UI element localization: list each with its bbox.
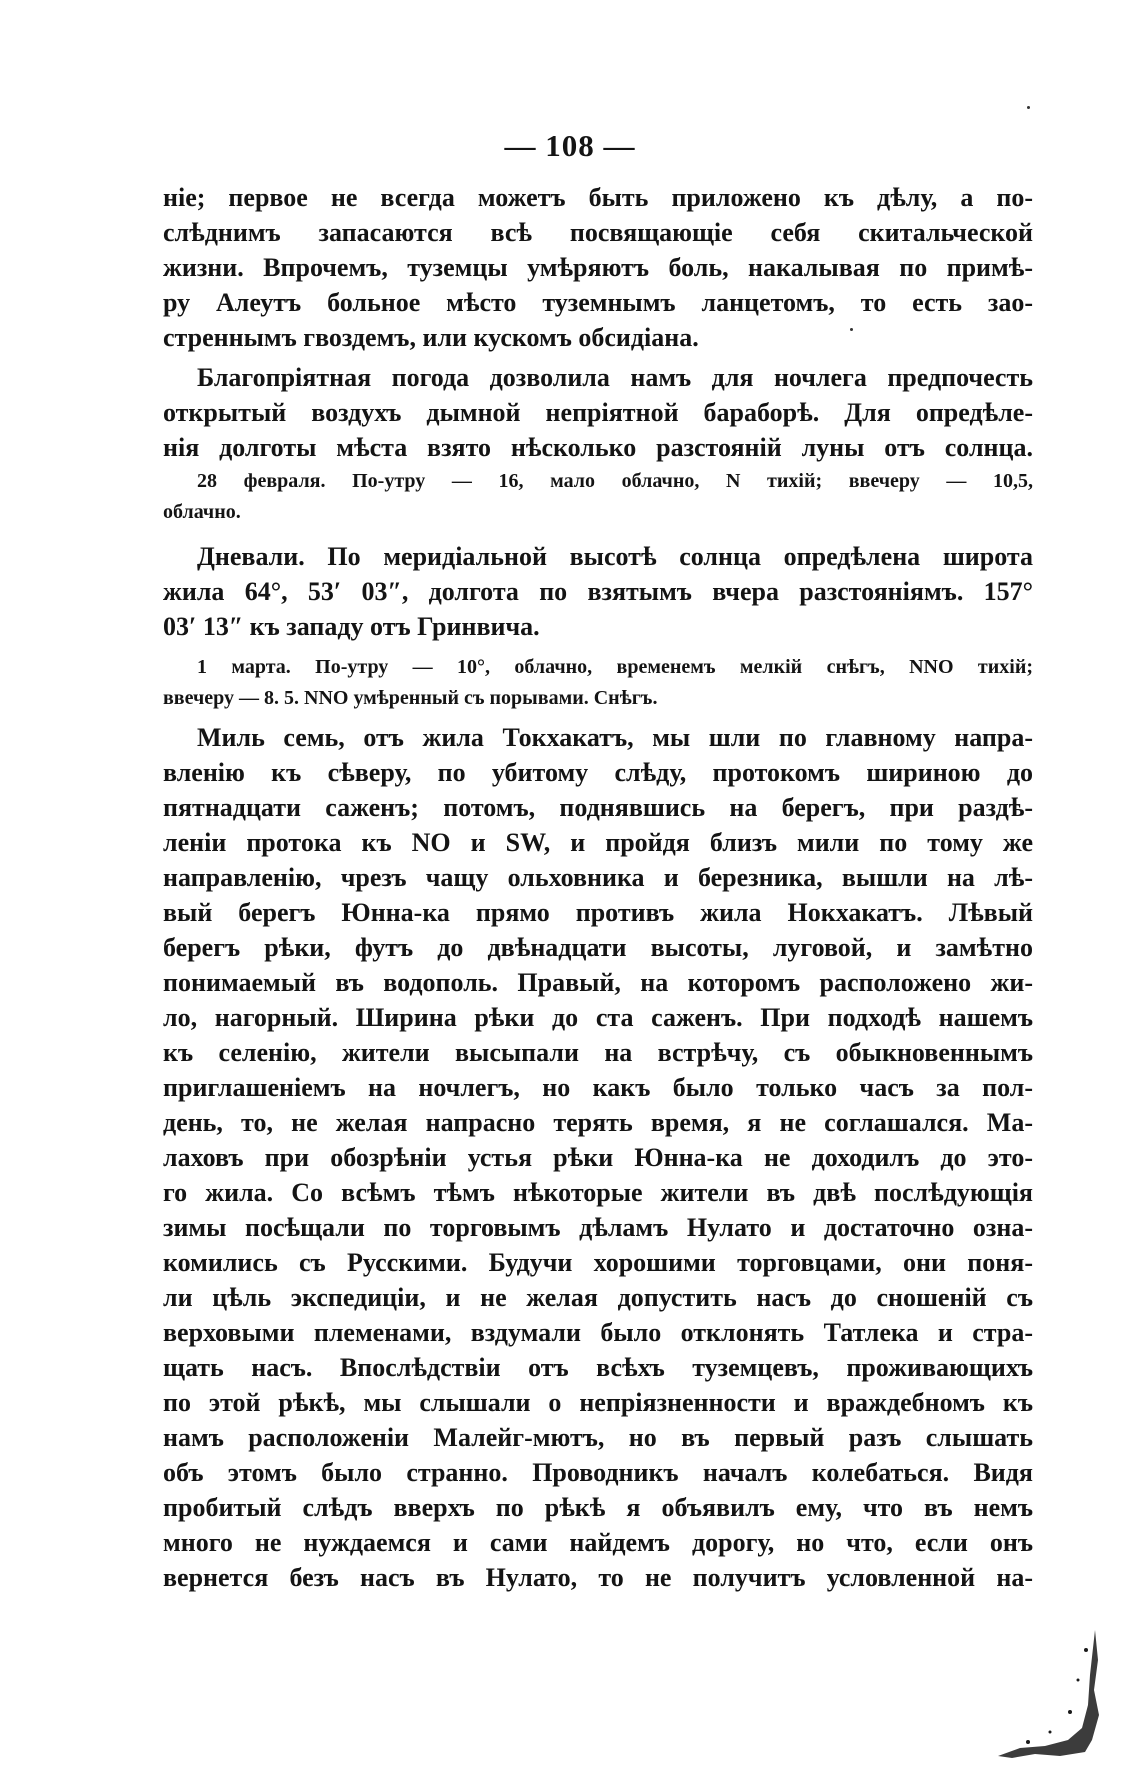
text-line: стреннымъ гвоздемъ, или кускомъ обсидіана. (163, 323, 699, 352)
text-line: пятнадцати саженъ; потомъ, поднявшись на берегъ, при раздѣ- (163, 793, 1033, 822)
text-line: берегъ рѣки, футъ до двѣнадцати высоты, луговой, и замѣтно (163, 933, 1033, 962)
paragraph-weather-note (163, 360, 1033, 465)
text-line: 28 февраля. По-утру — 16, мало облачно, N тихій; ввечеру — 10,5, (197, 470, 1033, 492)
text-line: Благопріятная погода дозволила намъ для ночлега предпочесть (197, 363, 1033, 392)
text-line: го жила. Со всѣмъ тѣмъ нѣкоторые жители въ двѣ послѣдующія (163, 1178, 1033, 1207)
diary-entry-feb28 (163, 466, 1033, 528)
text-line: жизни. Впрочемъ, туземцы умѣряютъ боль, накалывая по примѣ- (163, 253, 1033, 282)
scan-edge-artifact (990, 1620, 1100, 1760)
text-line: ввечеру — 8. 5. NNO умѣренный съ порывами. Снѣгъ. (163, 687, 658, 709)
text-line: Миль семь, отъ жила Токхакатъ, мы шли по главному напра- (197, 723, 1033, 752)
text-line: лаховъ при обозрѣніи устья рѣки Юнна-ка не доходилъ до это- (163, 1143, 1033, 1172)
text-line: нія долготы мѣста взято нѣсколько разстояній луны отъ солнца. (163, 433, 1033, 462)
text-line: приглашеніемъ на ночлегъ, но какъ было только часъ за пол- (163, 1073, 1033, 1102)
text-line: пробитый слѣдъ вверхъ по рѣкѣ я объявилъ ему, что въ немъ (163, 1493, 1033, 1522)
text-line: ру Алеутъ больное мѣсто туземнымъ ланцетомъ, то есть зао- (163, 288, 1033, 317)
scan-dot (850, 328, 853, 331)
text-line: комились съ Русскими. Будучи хорошими торговцами, они поня- (163, 1248, 1033, 1277)
paragraph-main (163, 720, 1033, 1595)
text-line: 1 марта. По-утру — 10°, облачно, временемъ мелкій снѣгъ, NNO тихій; (197, 656, 1033, 678)
text-line: верховыми племенами, вздумали было отклонять Татлека и стра- (163, 1318, 1033, 1347)
paragraph-intro (163, 180, 1033, 355)
text-line: направленію, чрезъ чащу ольховника и березника, вышли на лѣ- (163, 863, 1033, 892)
text-line: къ селенію, жители высыпали на встрѣчу, съ обыкновеннымъ (163, 1038, 1033, 1067)
text-line: вленію къ сѣверу, по убитому слѣду, протокомъ шириною до (163, 758, 1033, 787)
text-line: день, то, не желая напрасно терять время, я не соглашался. Ма- (163, 1108, 1033, 1137)
text-line: объ этомъ было странно. Проводникъ началъ колебаться. Видя (163, 1458, 1033, 1487)
text-line: ли цѣль экспедиціи, и не желая допустить насъ до сношеній съ (163, 1283, 1033, 1312)
page-number: — 108 — (504, 128, 636, 163)
diary-entry-mar1 (163, 652, 1033, 714)
text-line: слѣднимъ запасаются всѣ посвящающіе себя скитальческой (163, 218, 1033, 247)
text-line: облачно. (163, 501, 241, 523)
text-line: Дневали. По меридіальной высотѣ солнца опредѣлена широта (197, 542, 1033, 571)
text-line: понимаемый въ водополь. Правый, на которомъ расположено жи- (163, 968, 1033, 997)
text-line: щать насъ. Впослѣдствіи отъ всѣхъ туземцевъ, проживающихъ (163, 1353, 1033, 1382)
text-line: по этой рѣкѣ, мы слышали о непріязненности и враждебномъ къ (163, 1388, 1033, 1417)
text-line: 03′ 13″ къ западу отъ Гринвича. (163, 612, 540, 641)
paragraph-dnevali (163, 539, 1033, 644)
text-line: вернется безъ насъ въ Нулато, то не получитъ условленной на- (163, 1563, 1033, 1592)
text-line: леніи протока къ NO и SW, и пройдя близъ мили по тому же (163, 828, 1033, 857)
text-line: ніе; первое не всегда можетъ быть приложено къ дѣлу, а по- (163, 183, 1033, 212)
scan-dot (1027, 106, 1030, 109)
text-line: жила 64°, 53′ 03″, долгота по взятымъ вчера разстояніямъ. 157° (163, 577, 1033, 606)
text-line: вый берегъ Юнна-ка прямо противъ жила Нокхакатъ. Лѣвый (163, 898, 1033, 927)
text-line: намъ расположеніи Малейг-мютъ, но въ первый разъ слышать (163, 1423, 1033, 1452)
text-line: зимы посѣщали по торговымъ дѣламъ Нулато и достаточно озна- (163, 1213, 1033, 1242)
text-line: ло, нагорный. Ширина рѣки до ста саженъ. При подходѣ нашемъ (163, 1003, 1033, 1032)
text-line: много не нуждаемся и сами найдемъ дорогу, но что, если онъ (163, 1528, 1033, 1557)
text-line: открытый воздухъ дымной непріятной бараборѣ. Для опредѣле- (163, 398, 1033, 427)
